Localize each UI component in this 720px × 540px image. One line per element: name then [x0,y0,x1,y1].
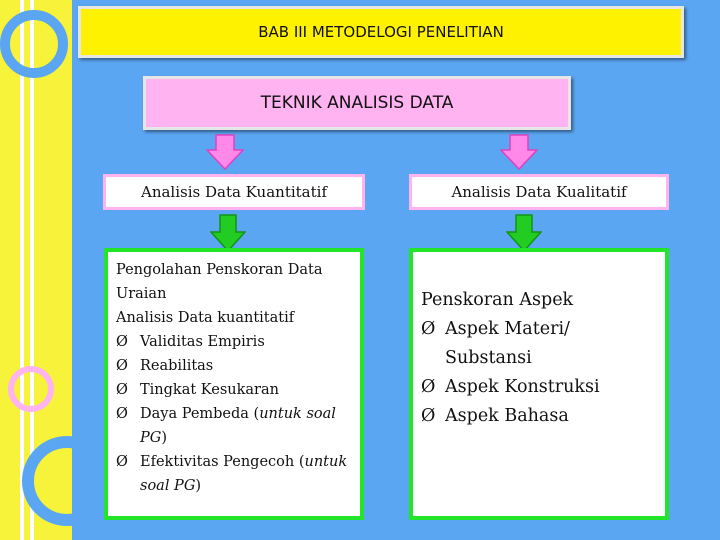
list-item-main: Efektivitas Pengecoh ( [140,454,305,470]
diagram-root-node [143,76,571,130]
list-item-text [140,450,352,498]
list-item-text: Tingkat Kesukaran [140,382,279,398]
list-item-end: ) [161,430,168,446]
root-node-label: TEKNIK ANALISIS DATA [260,93,454,113]
bullet-arrow-icon: Ø [116,358,128,374]
list-item [116,378,352,402]
bullet-arrow-icon: Ø [116,406,128,422]
content-line: Analisis Data kuantitatif [116,310,295,326]
arrow-down-icon-right-pink [500,134,538,170]
arrow-down-icon-left-pink [206,134,244,170]
list-item-text: Validitas Empiris [140,334,265,350]
content-line: Uraian [116,286,167,302]
list-item-main: Daya Pembeda ( [140,406,260,422]
branch-label: Analisis Data Kuantitatif [140,183,327,201]
bullet-arrow-icon: Ø [116,454,128,470]
page-title [78,6,684,58]
bullet-arrow-icon: Ø [116,334,128,350]
list-item [116,354,352,378]
list-item [421,315,657,373]
content-box-kualitatif [409,248,669,520]
arrow-down-icon-right-green [506,214,542,252]
list-item-italic: untuk soal PG [140,454,348,494]
content-line: Penskoran Aspek [421,290,574,310]
branch-node-kualitatif [409,174,669,210]
bullet-arrow-icon: Ø [116,382,128,398]
list-item [116,450,352,498]
bullet-arrow-icon: Ø [421,319,436,339]
decor-ring-blue-bottom [22,436,112,526]
list-item [116,330,352,354]
list-item [421,402,657,431]
arrow-down-icon-left-green [210,214,246,252]
list-item [421,373,657,402]
list-item-text [140,402,352,450]
bullet-arrow-icon: Ø [421,377,436,397]
decor-stripe [0,0,20,540]
content-line: Pengolahan Penskoran Data [116,262,323,278]
decor-ring-blue-top [0,10,68,78]
branch-node-kuantitatif [103,174,365,210]
branch-label: Analisis Data Kualitatif [451,183,627,201]
list-item-text: Aspek Materi/ Substansi [445,319,570,368]
page-title-text: BAB III METODELOGI PENELITIAN [258,23,504,41]
content-box-kuantitatif [104,248,364,520]
list-item-text: Aspek Konstruksi [445,377,600,397]
decor-ring-pink [8,366,54,412]
bullet-arrow-icon: Ø [421,406,436,426]
list-item-text: Reabilitas [140,358,214,374]
list-item-text: Aspek Bahasa [445,406,569,426]
list-item [116,402,352,450]
list-item-end: ) [195,478,202,494]
list-item-italic: untuk soal PG [140,406,336,446]
